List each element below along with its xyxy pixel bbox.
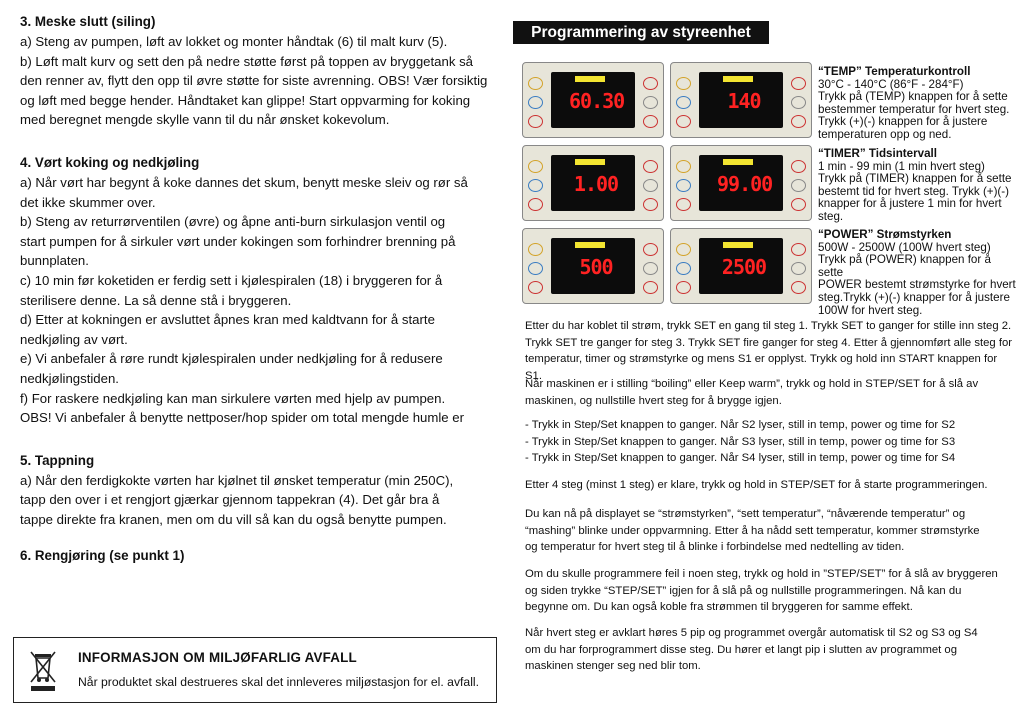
para-line: begynne om. Du kan også koble fra strømmen til bryggeren for samme effekt.: [525, 601, 913, 613]
plus-button-icon: [791, 262, 806, 275]
info-line: 1 min - 99 min (1 min hvert steg): [818, 159, 985, 173]
text-line: a) Når den ferdigkokte vørten har kjølnet til ønsket temperatur (min 250C),: [20, 472, 454, 488]
text-line: det ikke skummer over.: [20, 194, 156, 210]
temp-button-icon: [528, 243, 543, 256]
power-button-icon: [528, 115, 543, 128]
paragraph-2: [525, 376, 1015, 409]
info-title: “POWER” Strømstyrken: [818, 228, 952, 241]
paragraph-1: [525, 318, 1015, 384]
info-temp: [818, 66, 1018, 142]
info-title: “TIMER” Tidsintervall: [818, 147, 937, 160]
display-indicator: [723, 159, 753, 165]
control-panel: [522, 62, 664, 138]
start-button-icon: [791, 115, 806, 128]
paragraph-3: [525, 417, 1015, 467]
text-line: a) Når vørt har begynt å koke dannes det skum, benytt meske sleiv og rør så: [20, 174, 468, 190]
info-line: Trykk på (TIMER) knappen for å sette: [818, 172, 1012, 186]
temp-button-icon: [676, 243, 691, 256]
text-line: f) For raskere nedkjøling kan man sirkulere vørten med hjelp av pumpen.: [20, 390, 446, 406]
temp-button-icon: [676, 160, 691, 173]
text-line: med beregnet mengde skylle vann til du når ønsket kokevolum.: [20, 112, 390, 128]
para-line: - Trykk in Step/Set knappen to ganger. Når S4 lyser, still in temp, power og time for S4: [525, 452, 956, 464]
info-line: Trykk (+)(-) knappen for å justere: [818, 115, 988, 129]
section-title: 5. Tappning: [20, 452, 95, 468]
set-button-icon: [791, 160, 806, 173]
power-button-icon: [676, 115, 691, 128]
display-indicator: [575, 76, 605, 82]
waste-info-box: [13, 637, 497, 703]
paragraph-7: [525, 625, 1015, 675]
info-line: steg.Trykk (+)(-) knapper for å justere: [818, 290, 1010, 304]
para-line: maskinen stenger seg ned blir tom.: [525, 660, 701, 672]
text-line: b) Steng av returrørventilen (øvre) og åpne anti-burn sirkulasjon ventil og: [20, 214, 446, 230]
info-line: bestemt tid for hvert steg. Trykk (+)(-): [818, 184, 1010, 198]
para-line: Trykk SET tre ganger for steg 3. Trykk SET fire ganger for steg 4. Etter å gjennomført alle steg for: [525, 336, 1013, 349]
display-value: 99.00: [717, 172, 773, 196]
start-button-icon: [643, 281, 658, 294]
section-tapping: [20, 451, 498, 530]
display-value: 140: [727, 89, 761, 113]
info-line: steg.: [818, 209, 844, 223]
display-screen: [699, 155, 783, 211]
temp-button-icon: [528, 160, 543, 173]
plus-button-icon: [791, 179, 806, 192]
para-line: Du kan nå på displayet se “strømstyrken”, “sett temperatur”, “nåværende temperatur” og: [525, 508, 966, 520]
display-indicator: [723, 76, 753, 82]
info-line: 500W - 2500W (100W hvert steg): [818, 240, 991, 254]
set-button-icon: [791, 243, 806, 256]
start-button-icon: [791, 281, 806, 294]
info-title: “TEMP” Temperaturkontroll: [818, 65, 971, 78]
section-title: 6. Rengjøring (se punkt 1): [20, 548, 185, 564]
para-line: Etter du har koblet til strøm, trykk SET en gang til steg 1. Trykk SET to ganger for stille inn steg 2.: [525, 320, 1012, 332]
timer-button-icon: [676, 179, 691, 192]
section-mash-end: [20, 12, 498, 130]
text-line: start pumpen for å sirkuler vørt under kokingen som forhindrer brenning på: [20, 233, 456, 249]
control-panel: [670, 145, 812, 221]
power-button-icon: [528, 281, 543, 294]
paragraph-4: [525, 477, 1015, 494]
timer-button-icon: [676, 96, 691, 109]
text-line: sterilisere denne. La så denne stå i bryggeren.: [20, 292, 292, 308]
info-line: 30°C - 140°C (86°F - 284°F): [818, 77, 964, 91]
display-screen: [699, 238, 783, 294]
text-line: tapp den over i et rengjort gjærkar gjennom tappekran (4). Det går bra å: [20, 492, 440, 508]
power-button-icon: [528, 198, 543, 211]
para-line: maskinen, og nullstille hvert steg for å brygge igjen.: [525, 394, 782, 407]
control-panel: [670, 62, 812, 138]
text-line: a) Steng av pumpen, løft av lokket og monter håndtak (6) til malt kurv (5).: [20, 34, 448, 49]
text-line: nedkjøling av vørt.: [20, 331, 128, 347]
waste-text: Når produktet skal destrueres skal det innleveres miljøstasjon for el. avfall.: [78, 675, 480, 689]
display-indicator: [575, 159, 605, 165]
text-line: e) Vi anbefaler å røre rundt kjølespiralen under nedkjøling for å redusere: [20, 351, 443, 367]
timer-button-icon: [528, 262, 543, 275]
left-column: [20, 12, 498, 589]
paragraph-5: [525, 506, 1015, 556]
start-button-icon: [791, 198, 806, 211]
text-line: d) Etter at kokningen er avsluttet åpnes kran med kaldtvann for å starte: [20, 312, 435, 328]
para-line: Når hvert steg er avklart høres 5 pip og programmet overgår automatisk til S2 og S3 og S4: [525, 627, 978, 639]
timer-button-icon: [528, 96, 543, 109]
info-line: knapper for å justere 1 min for hvert: [818, 197, 1002, 211]
start-button-icon: [643, 115, 658, 128]
text-line: nedkjølingstiden.: [20, 370, 119, 386]
paragraph-6: [525, 566, 1015, 616]
para-line: og temperatur for hvert steg til å blinke i forbindelse med nedtelling av tiden.: [525, 541, 905, 553]
text-line: og løft med begge hender. Håndtaket kan glippe! Start oppvarming for koking: [20, 92, 471, 108]
page-title: Programmering av styreenhet: [513, 21, 769, 44]
info-line: temperaturen opp og ned.: [818, 127, 952, 141]
control-panel: [522, 228, 664, 304]
set-button-icon: [643, 77, 658, 90]
section-title: 3. Meske slutt (siling): [20, 14, 156, 29]
info-line: 100W for hvert steg.: [818, 303, 923, 317]
timer-button-icon: [528, 179, 543, 192]
start-button-icon: [643, 198, 658, 211]
power-button-icon: [676, 281, 691, 294]
section-boil-cool: [20, 153, 498, 428]
para-line: - Trykk in Step/Set knappen to ganger. Når S3 lyser, still in temp, power og time for S3: [525, 435, 956, 448]
display-screen: [551, 238, 635, 294]
display-value: 500: [579, 255, 613, 279]
section-title: 4. Vørt koking og nedkjøling: [20, 154, 200, 170]
plus-button-icon: [643, 96, 658, 109]
info-line: Trykk på (TEMP) knappen for å sette: [818, 90, 1008, 104]
set-button-icon: [643, 243, 658, 256]
para-line: Etter 4 steg (minst 1 steg) er klare, trykk og hold in STEP/SET for å starte programmeringen.: [525, 479, 988, 491]
display-indicator: [575, 242, 605, 248]
display-screen: [551, 72, 635, 128]
text-line: OBS! Vi anbefaler å benytte nettposer/hop spider om total mengde humle er: [20, 410, 465, 426]
set-button-icon: [791, 77, 806, 90]
text-line: den renner av, flytt den opp til øvre støtte for siste avrenning. OBS! Vær forsiktig: [20, 73, 488, 89]
control-panel: [522, 145, 664, 221]
info-power: [818, 229, 1018, 317]
para-line: “mashing” blinke under oppvarmning. Etter å ha nådd sett temperatur, kommer strømstyrke: [525, 524, 980, 537]
waste-title: INFORMASJON OM MILJØFARLIG AVFALL: [78, 650, 357, 665]
para-line: om du har forprogrammert disse steg. Du hører et langt pip i slutten av programmet og: [525, 643, 957, 656]
text-line: b) Løft malt kurv og sett den på nedre støtte først på toppen av bryggetank så: [20, 53, 474, 69]
para-line: temperatur, timer og strømstyrke og mens S1 er opplyst. Trykk og hold inn START knappen for S1.: [525, 353, 998, 382]
para-line: - Trykk in Step/Set knappen to ganger. Når S2 lyser, still in temp, power og time for S2: [525, 419, 956, 431]
info-line: POWER bestemt strømstyrke for hvert: [818, 278, 1016, 292]
display-screen: [551, 155, 635, 211]
control-panel: [670, 228, 812, 304]
text-line: c) 10 min før koketiden er ferdig sett i kjølespiralen (18) i bryggeren for å: [20, 272, 443, 288]
para-line: Om du skulle programmere feil i noen steg, trykk og hold in ”STEP/SET” for å slå av bryggeren: [525, 568, 998, 580]
para-line: Når maskinen er i stilling “boiling” eller Keep warm”, trykk og hold in STEP/SET for å slå av: [525, 378, 979, 390]
section-cleaning: [20, 546, 498, 566]
display-value: 60.30: [569, 89, 625, 113]
plus-button-icon: [791, 96, 806, 109]
display-indicator: [723, 242, 753, 248]
para-line: og siden trykke “STEP/SET” igjen for å slå på og nullstille programmeringen. Nå kan du: [525, 584, 962, 597]
plus-button-icon: [643, 179, 658, 192]
control-panel-grid: [522, 62, 814, 307]
crossed-bin-icon: [28, 648, 58, 692]
display-value: 1.00: [573, 172, 619, 196]
display-screen: [699, 72, 783, 128]
text-line: bunnplaten.: [20, 253, 89, 269]
temp-button-icon: [528, 77, 543, 90]
info-line: Trykk på (POWER) knappen for å sette: [818, 253, 991, 279]
info-timer: [818, 148, 1018, 224]
set-button-icon: [643, 160, 658, 173]
power-button-icon: [676, 198, 691, 211]
display-value: 2500: [721, 255, 767, 279]
temp-button-icon: [676, 77, 691, 90]
info-line: bestemmer temperatur for hvert steg.: [818, 102, 1010, 116]
timer-button-icon: [676, 262, 691, 275]
plus-button-icon: [643, 262, 658, 275]
text-line: tappe direkte fra kranen, men om du vill så kan du også benytte pumpen.: [20, 511, 447, 527]
